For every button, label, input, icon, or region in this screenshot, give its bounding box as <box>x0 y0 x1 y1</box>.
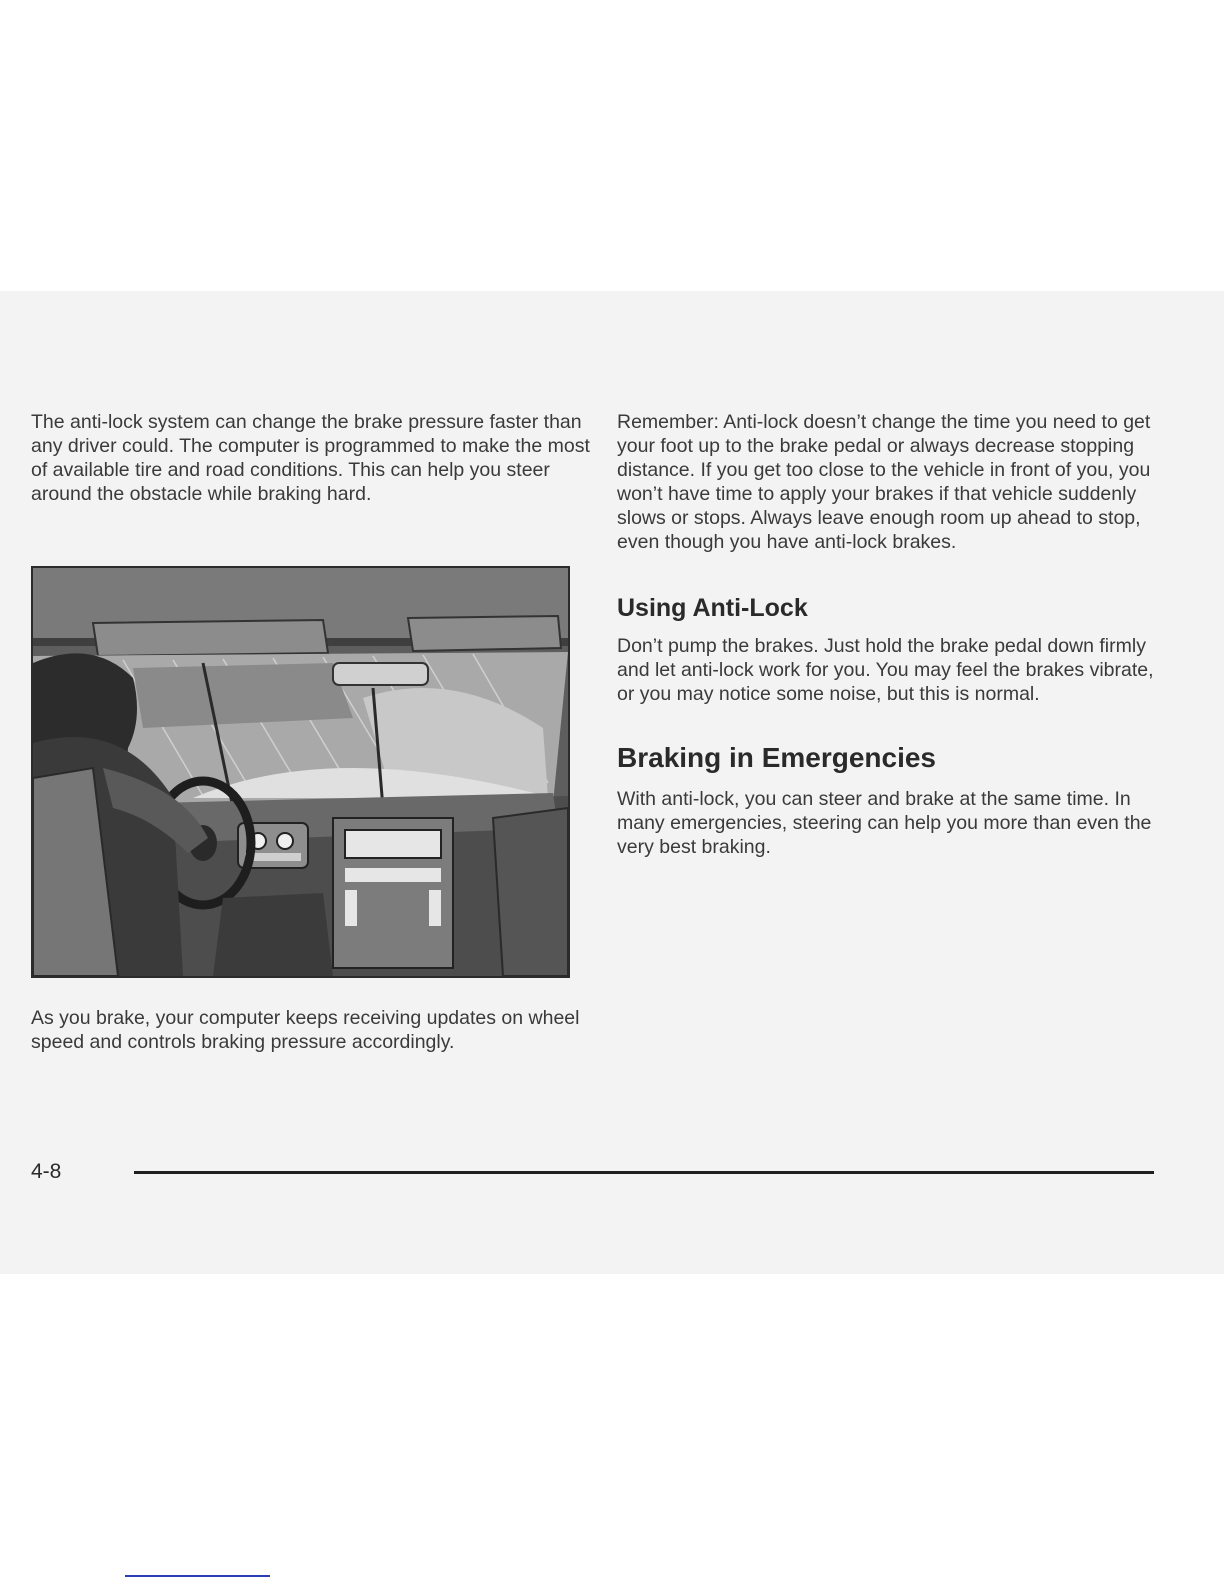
heading-braking-in-emergencies: Braking in Emergencies <box>617 742 937 773</box>
bottom-link-underline[interactable] <box>125 1575 270 1577</box>
left-paragraph-1: The anti-lock system can change the brake pressure faster than any driver could. The computer is programmed to make the most of available tire and road conditions. This can help you steer around the obstacle while braking hard. <box>31 411 590 505</box>
right-paragraph-3: With anti-lock, you can steer and brake at the same time. In many emergencies, steering can help you more than even the very best braking. <box>617 788 1152 858</box>
footer-rule <box>134 1171 1154 1174</box>
right-paragraph-2: Don’t pump the brakes. Just hold the brake pedal down firmly and let anti-lock work for you. You may feel the brakes vibrate, or you may notice some noise, but this is normal. <box>617 635 1154 705</box>
page-number: 4-8 <box>31 1160 62 1183</box>
right-paragraph-1: Remember: Anti-lock doesn’t change the time you need to get your foot up to the brake pedal or always decrease stopping distance. If you get too close to the vehicle in front of you, you won’t have time to apply your brakes if that vehicle suddenly slows or stops. Always leave enough room up ahead to stop, even though you have anti-lock brakes. <box>617 411 1151 553</box>
driver-braking-illustration <box>31 566 570 978</box>
heading-using-anti-lock: Using Anti-Lock <box>617 594 808 622</box>
left-paragraph-2: As you brake, your computer keeps receiving updates on wheel speed and controls braking pressure accordingly. <box>31 1007 580 1053</box>
